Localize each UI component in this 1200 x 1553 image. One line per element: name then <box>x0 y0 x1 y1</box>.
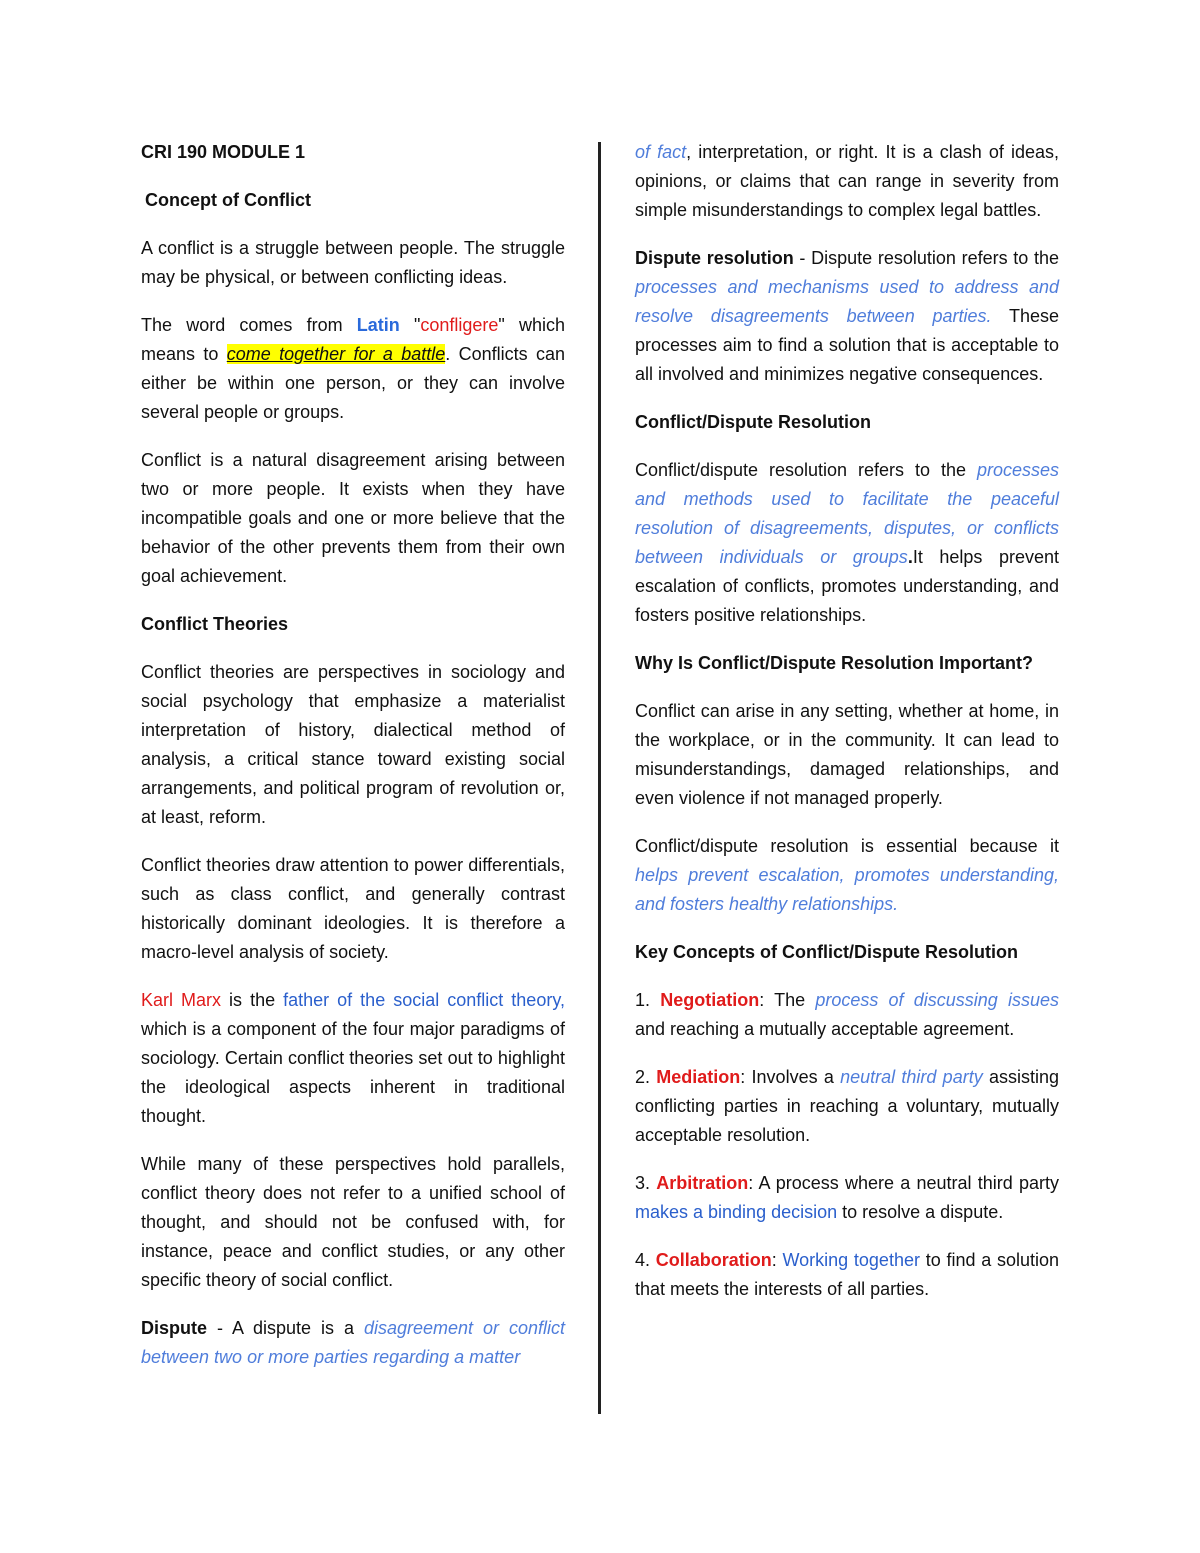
paragraph-etymology <box>141 311 565 427</box>
right-column <box>635 138 1059 1323</box>
cdr-text-b: It helps prevent escalation of conflicts, promotes understanding, and fosters positive relationships. <box>635 547 1060 625</box>
theories-heading: Conflict Theories <box>141 614 289 634</box>
list-item <box>635 986 1059 1044</box>
paragraph-conflict-definition: A conflict is a struggle between people. The struggle may be physical, or between conflicting ideas. <box>141 238 565 287</box>
item-rest: and reaching a mutually acceptable agreement. <box>635 1019 1015 1039</box>
karl-marx-name: Karl Marx <box>141 990 222 1010</box>
item-term: Arbitration <box>656 1173 749 1193</box>
dispute-text-b: , interpretation, or right. It is a clash of ideas, opinions, or claims that can range in severity from simple misunderstandings to complex legal battles. <box>635 142 1059 220</box>
latin-term: Latin <box>356 315 400 335</box>
item-number: 1. <box>635 990 661 1010</box>
column-divider <box>598 142 601 1414</box>
module-title: CRI 190 MODULE 1 <box>141 142 306 162</box>
item-colon: : <box>771 1250 783 1270</box>
cdr-text-a: Conflict/dispute resolution refers to the <box>635 460 977 480</box>
item-definition: process of discussing issues <box>815 990 1060 1010</box>
paragraph-parallels: While many of these perspectives hold parallels, conflict theory does not refer to a unified school of thought, and should not be confused with, for instance, peace and conflict studies, or any other specific theory of social conflict. <box>141 1154 565 1290</box>
dispute-term: Dispute <box>141 1318 208 1338</box>
item-definition: neutral third party <box>840 1067 983 1087</box>
item-colon: : Involves a <box>740 1067 841 1087</box>
paragraph-why-1: Conflict can arise in any setting, whether at home, in the workplace, or in the community. It can lead to misunderstandings, damaged relationships, and even violence if not managed properly. <box>635 701 1059 808</box>
item-number: 3. <box>635 1173 657 1193</box>
cdr-definition: processes and methods used to facilitate the peaceful resolution of disagreements, disputes, or conflicts between individuals or groups <box>635 460 1059 567</box>
paragraph-why-2 <box>635 832 1059 919</box>
item-term: Collaboration <box>655 1250 772 1270</box>
item-rest: to resolve a dispute. <box>837 1202 1004 1222</box>
paragraph-power-differentials: Conflict theories draw attention to power differentials, such as class conflict, and generally contrast historically dominant ideologies. It is therefore a macro-level analysis of society. <box>141 855 565 962</box>
cdr-heading: Conflict/Dispute Resolution <box>635 412 871 432</box>
paragraph-dispute-resolution <box>635 244 1059 389</box>
why-definition: helps prevent escalation, promotes understanding, and fosters healthy relationships. <box>635 865 1059 914</box>
dispute-definition: disagreement or conflict between two or more parties regarding a matter <box>141 1318 565 1367</box>
latin-word: confligere <box>420 315 499 335</box>
key-concepts-heading: Key Concepts of Conflict/Dispute Resolution <box>635 942 1019 962</box>
paragraph-dispute-continued <box>635 138 1059 225</box>
item-number: 4. <box>635 1250 656 1270</box>
dispute-definition-continued: of fact <box>635 142 687 162</box>
why-text-a: Conflict/dispute resolution is essential because it <box>635 836 1059 856</box>
item-rest: assisting conflicting parties in reaching a voluntary, mutually acceptable resolution. <box>635 1067 1059 1145</box>
list-item <box>635 1246 1059 1304</box>
paragraph-cdr <box>635 456 1059 630</box>
highlighted-meaning: come together for a battle <box>226 344 446 364</box>
item-term: Mediation <box>656 1067 741 1087</box>
dispute-text-a: - A dispute is a <box>207 1318 364 1338</box>
paragraph-karl-marx <box>141 986 565 1131</box>
dispute-resolution-term: Dispute resolution <box>635 248 794 268</box>
paragraph-dispute <box>141 1314 565 1372</box>
paragraph-natural-disagreement: Conflict is a natural disagreement arising between two or more people. It exists when they have incompatible goals and one or more believe that the behavior of the other prevents them from their own goal achievement. <box>141 450 565 586</box>
marx-text-a: is the <box>221 990 284 1010</box>
dr-text-b: These processes aim to find a solution that is acceptable to all involved and minimizes negative consequences. <box>635 306 1059 384</box>
dr-text-a: - Dispute resolution refers to the <box>793 248 1060 268</box>
etymology-text-d: . Conflicts can either be within one person, or they can involve several people or groups. <box>141 344 566 422</box>
list-item <box>635 1063 1059 1150</box>
etymology-text-c: " which means to <box>141 315 565 364</box>
item-definition: Working together <box>782 1250 920 1270</box>
item-number: 2. <box>635 1067 657 1087</box>
marx-text-b: which is a component of the four major paradigms of sociology. Certain conflict theories set out to highlight the ideological aspects inherent in traditional thought. <box>141 1019 565 1126</box>
concept-heading: Concept of Conflict <box>145 190 311 210</box>
paragraph-theories-definition: Conflict theories are perspectives in sociology and social psychology that emphasize a materialist interpretation of history, dialectical method of analysis, a critical stance toward existing social arrangements, and political program of revolution or, at least, reform. <box>141 662 565 827</box>
dispute-resolution-definition: processes and mechanisms used to address and resolve disagreements between parties. <box>635 277 1059 326</box>
etymology-text-a: The word comes from <box>141 315 357 335</box>
why-heading: Why Is Conflict/Dispute Resolution Important? <box>635 653 1033 673</box>
father-of-theory: father of the social conflict theory, <box>283 990 565 1010</box>
item-colon: : The <box>759 990 816 1010</box>
item-rest: to find a solution that meets the interests of all parties. <box>635 1250 1059 1299</box>
cdr-dot: . <box>907 547 913 567</box>
etymology-text-b: " <box>399 315 421 335</box>
item-definition: makes a binding decision <box>635 1202 838 1222</box>
list-item <box>635 1169 1059 1227</box>
item-term: Negotiation <box>660 990 760 1010</box>
item-colon: : A process where a neutral third party <box>748 1173 1059 1193</box>
left-column <box>141 138 565 1391</box>
